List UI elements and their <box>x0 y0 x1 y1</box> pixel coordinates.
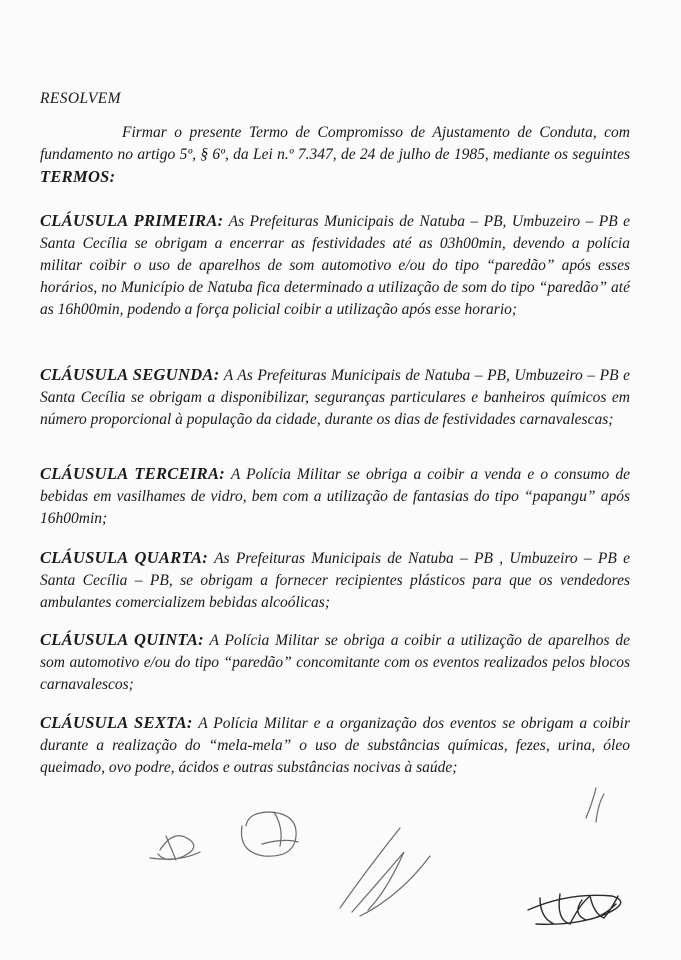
clause-title: CLÁUSULA QUINTA: <box>40 630 204 649</box>
clause-text: A Polícia Militar se obriga a coibir a venda e o consumo de bebidas em vasilhames de vidro, bem com a utilização de fantasias do tipo “papangu” após 16h00min; <box>40 466 630 527</box>
clause-text: As Prefeituras Municipais de Natuba – PB, Umbuzeiro – PB e Santa Cecília se obrigam a encerrar as festividades até as 03h00min, devendo a polícia militar coibir o uso de aparelhos de som automotivo e/ou do tipo “paredão” após esses horários, no Município de Natuba fica determinado a utilização de som do tipo “paredão” até as 16h00min, podendo a força policial coibir a utilização após esse horario; <box>40 213 631 318</box>
clause-title: CLÁUSULA SEXTA: <box>40 713 193 732</box>
clause-quarta <box>40 547 630 614</box>
termos-label: TERMOS: <box>40 167 116 186</box>
clause-title: CLÁUSULA QUARTA: <box>40 548 209 567</box>
clause-text: As Prefeituras Municipais de Natuba – PB , Umbuzeiro – PB e Santa Cecília – PB, se obrigam a fornecer recipientes plásticos para que os vendedores ambulantes comercializem bebidas alcoólicas; <box>40 550 630 611</box>
resolvem-heading: RESOLVEM <box>40 90 121 107</box>
clause-quinta <box>40 629 630 696</box>
signature-mark-4 <box>586 788 604 822</box>
signature-mark-1 <box>150 836 200 860</box>
clause-segunda <box>40 364 630 431</box>
clause-terceira <box>40 463 630 530</box>
intro-text: Firmar o presente Termo de Compromisso de Ajustamento de Conduta, com fundamento no artigo 5º, § 6º, da Lei n.º 7.347, de 24 de julho de 1985, mediante os seguintes <box>40 124 630 163</box>
clause-text: A As Prefeituras Municipais de Natuba – PB, Umbuzeiro – PB e Santa Cecília se obrigam a disponibilizar, seguranças particulares e banheiros químicos em número proporcional à população da cidade, durante os dias de festividades carnavalescas; <box>40 367 630 428</box>
clause-title: CLÁUSULA PRIMEIRA: <box>40 211 224 230</box>
clause-title: CLÁUSULA SEGUNDA: <box>40 365 220 384</box>
intro-paragraph <box>40 122 630 189</box>
clause-sexta <box>40 712 630 779</box>
signature-mark-5 <box>528 894 621 924</box>
clause-text: A Polícia Militar e a organização dos eventos se obrigam a coibir durante a realização do “mela-mela” o uso de substâncias químicas, fezes, urina, óleo queimado, ovo podre, ácidos e outras substâncias nocivas à saúde; <box>40 715 630 776</box>
clause-title: CLÁUSULA TERCEIRA: <box>40 464 226 483</box>
clause-text: A Polícia Militar se obriga a coibir a utilização de aparelhos de som automotivo e/ou do tipo “paredão” concomitante com os eventos realizados pelos blocos carnavalescos; <box>40 632 630 693</box>
clause-primeira <box>40 210 630 321</box>
signature-mark-3 <box>340 828 430 916</box>
signature-mark-2 <box>241 812 298 856</box>
